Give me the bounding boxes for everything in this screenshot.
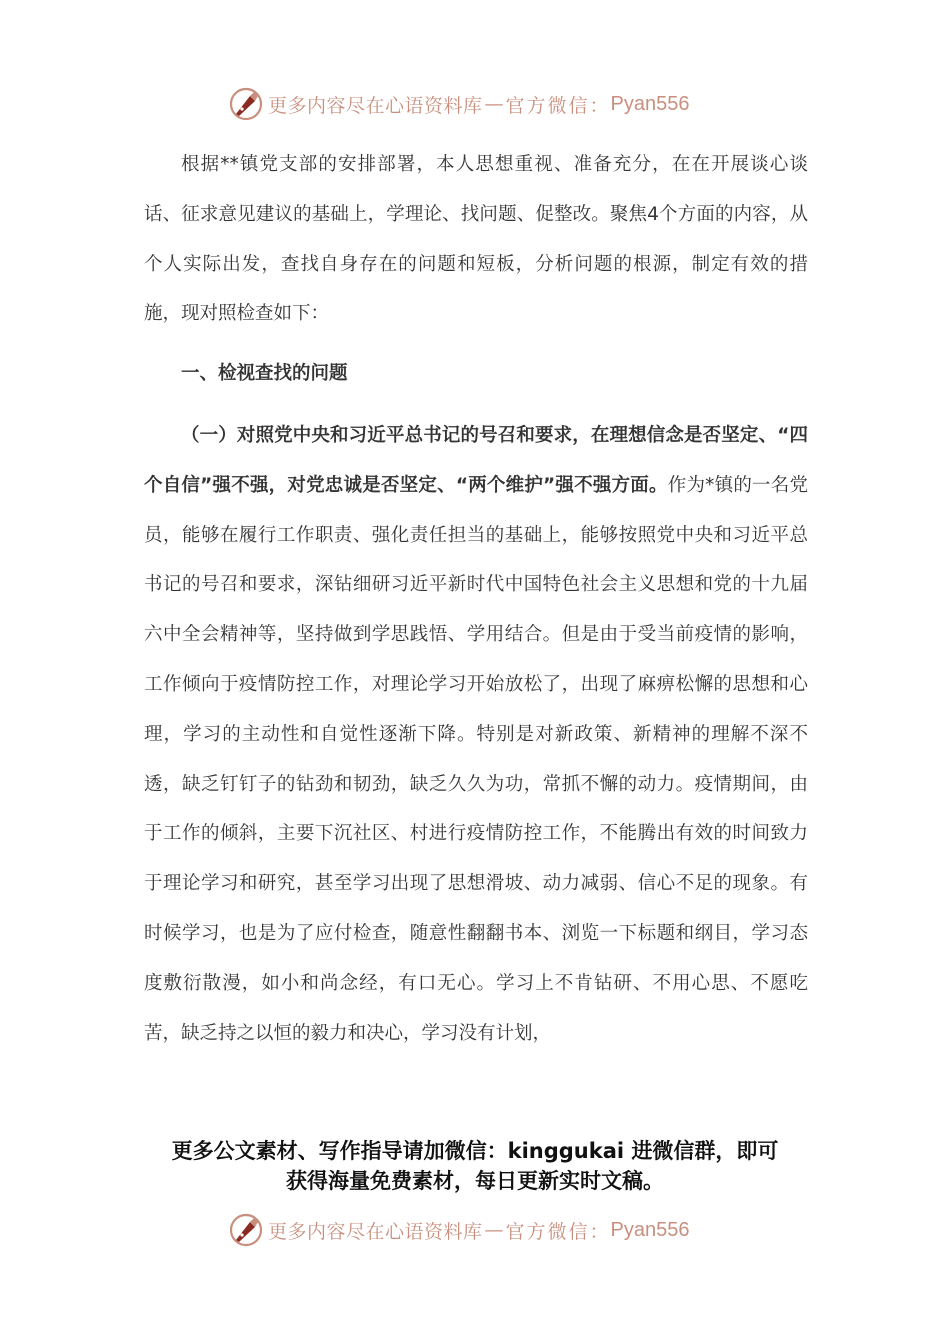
footer-promo-line2: 获得海量免费素材，每日更新实时文稿。 xyxy=(286,1169,664,1193)
brand-dash: — xyxy=(484,1219,504,1241)
brand-wechat-id: Pyan556 xyxy=(610,92,690,115)
pen-nib-logo-icon xyxy=(228,86,264,122)
pen-nib-logo-icon xyxy=(228,1212,264,1248)
header-brand xyxy=(228,86,690,122)
footer-promo xyxy=(100,1136,850,1196)
brand-title: 更多内容尽在心语资料库 xyxy=(268,1220,483,1243)
brand-title: 更多内容尽在心语资料库 xyxy=(268,94,483,117)
subsection-paragraph xyxy=(144,411,808,1058)
brand-wechat-id: Pyan556 xyxy=(610,1218,690,1241)
intro-paragraph: 根据**镇党支部的安排部署，本人思想重视、准备充分，在在开展谈心谈话、征求意见建议的基础上，学理论、找问题、促整改。聚焦4个方面的内容，从个人实际出发，查找自身存在的问题和短板，分析问题的根源，制定有效的措施，现对照检查如下： xyxy=(144,154,808,325)
footer-promo-line1: 更多公文素材、写作指导请加微信：kinggukai 进微信群，即可 xyxy=(171,1139,779,1163)
subsection-body: 作为*镇的一名党员，能够在履行工作职责、强化责任担当的基础上，能够按照党中央和习近平总书记的号召和要求，深钻细研习近平新时代中国特色社会主义思想和党的十九届六中全会精神等，坚持做到学思践悟、学用结合。但是由于受当前疫情的影响，工作倾向于疫情防控工作，对理论学习开始放松了，出现了麻痹松懈的思想和心理，学习的主动性和自觉性逐渐下降。特别是对新政策、新精神的理解不深不透，缺乏钉钉子的钻劲和韧劲，缺乏久久为功，常抓不懈的动力。疫情期间，由于工作的倾斜，主要下沉社区、村进行疫情防控工作，不能腾出有效的时间致力于理论学习和研究，甚至学习出现了思想滑坡、动力减弱、信心不足的现象。有时候学习，也是为了应付检查，随意性翻翻书本、浏览一下标题和纲目，学习态度敷衍散漫，如小和尚念经，有口无心。学习上不肯钻研、不用心思、不愿吃苦，缺乏持之以恒的毅力和决心，学习没有计划， xyxy=(144,474,808,1044)
footer-brand xyxy=(228,1212,690,1248)
brand-wechat-label: 官方微信： xyxy=(505,94,611,117)
section-heading: 一、检视查找的问题 xyxy=(181,363,348,385)
subsection-bold-lead: （一）对照党中央和习近平总书记的号召和要求，在理想信念是否坚定、“四个自信”强不强，对党忠诚是否坚定、“两个维护”强不强方面。 xyxy=(144,424,808,496)
brand-wechat-label: 官方微信： xyxy=(505,1220,611,1243)
brand-dash: — xyxy=(484,93,504,115)
document-body xyxy=(144,140,808,1058)
